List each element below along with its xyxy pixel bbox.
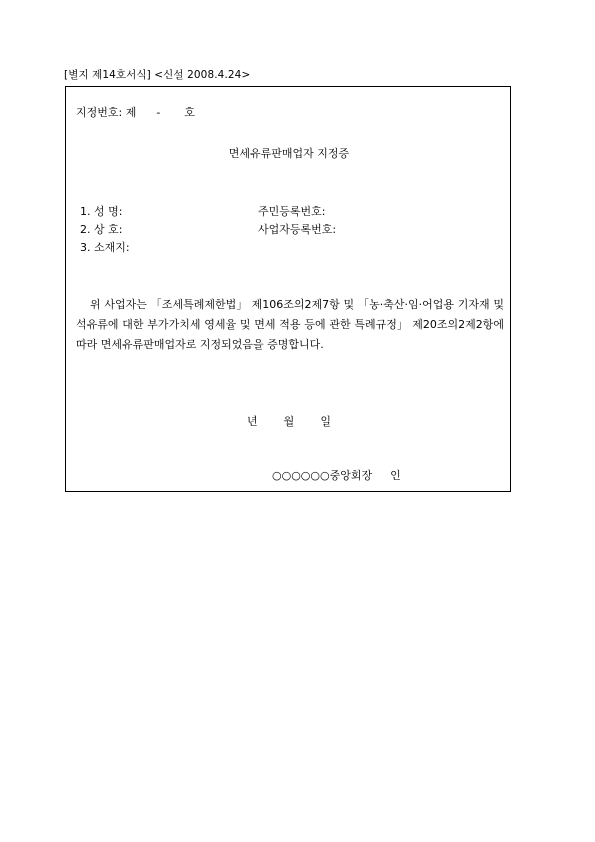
date-month: 월 bbox=[283, 415, 295, 428]
body-paragraph: 위 사업자는 「조세특례제한법」 제106조의2제7항 및 「농·축산·임·어업용 기자재 및 석유류에 대한 부가가치세 영세율 및 면세 적용 등에 관한 특례규정」 제20조의2제2항에 따라 면세유류판매업자로 지정되었음을 증명합니다. bbox=[76, 298, 504, 351]
issuer-signature bbox=[272, 467, 401, 483]
form-header: [별지 제14호서식] <신설 2008.4.24> bbox=[64, 69, 251, 81]
designation-label: 지정번호: 제 bbox=[76, 106, 137, 119]
designation-number bbox=[76, 104, 195, 120]
field-business-number-label: 사업자등록번호: bbox=[258, 223, 337, 236]
issuer-seal: 인 bbox=[390, 469, 401, 482]
certificate-form bbox=[65, 86, 511, 492]
field-resident-number-label: 주민등록번호: bbox=[258, 205, 326, 218]
field-trade-name-label: 2. 상 호: bbox=[80, 223, 123, 236]
certificate-body-text bbox=[76, 295, 504, 355]
certificate-title: 면세유류판매업자 지정증 bbox=[228, 147, 350, 160]
issue-date bbox=[66, 413, 512, 429]
designation-suffix: 호 bbox=[184, 106, 195, 119]
date-year: 년 bbox=[247, 415, 258, 428]
issuer-name: ○○○○○○중앙회장 bbox=[272, 469, 373, 482]
field-name-label: 1. 성 명: bbox=[80, 205, 123, 218]
field-address-label: 3. 소재지: bbox=[80, 241, 130, 254]
date-day: 일 bbox=[320, 415, 331, 428]
designation-dash: - bbox=[156, 106, 161, 119]
